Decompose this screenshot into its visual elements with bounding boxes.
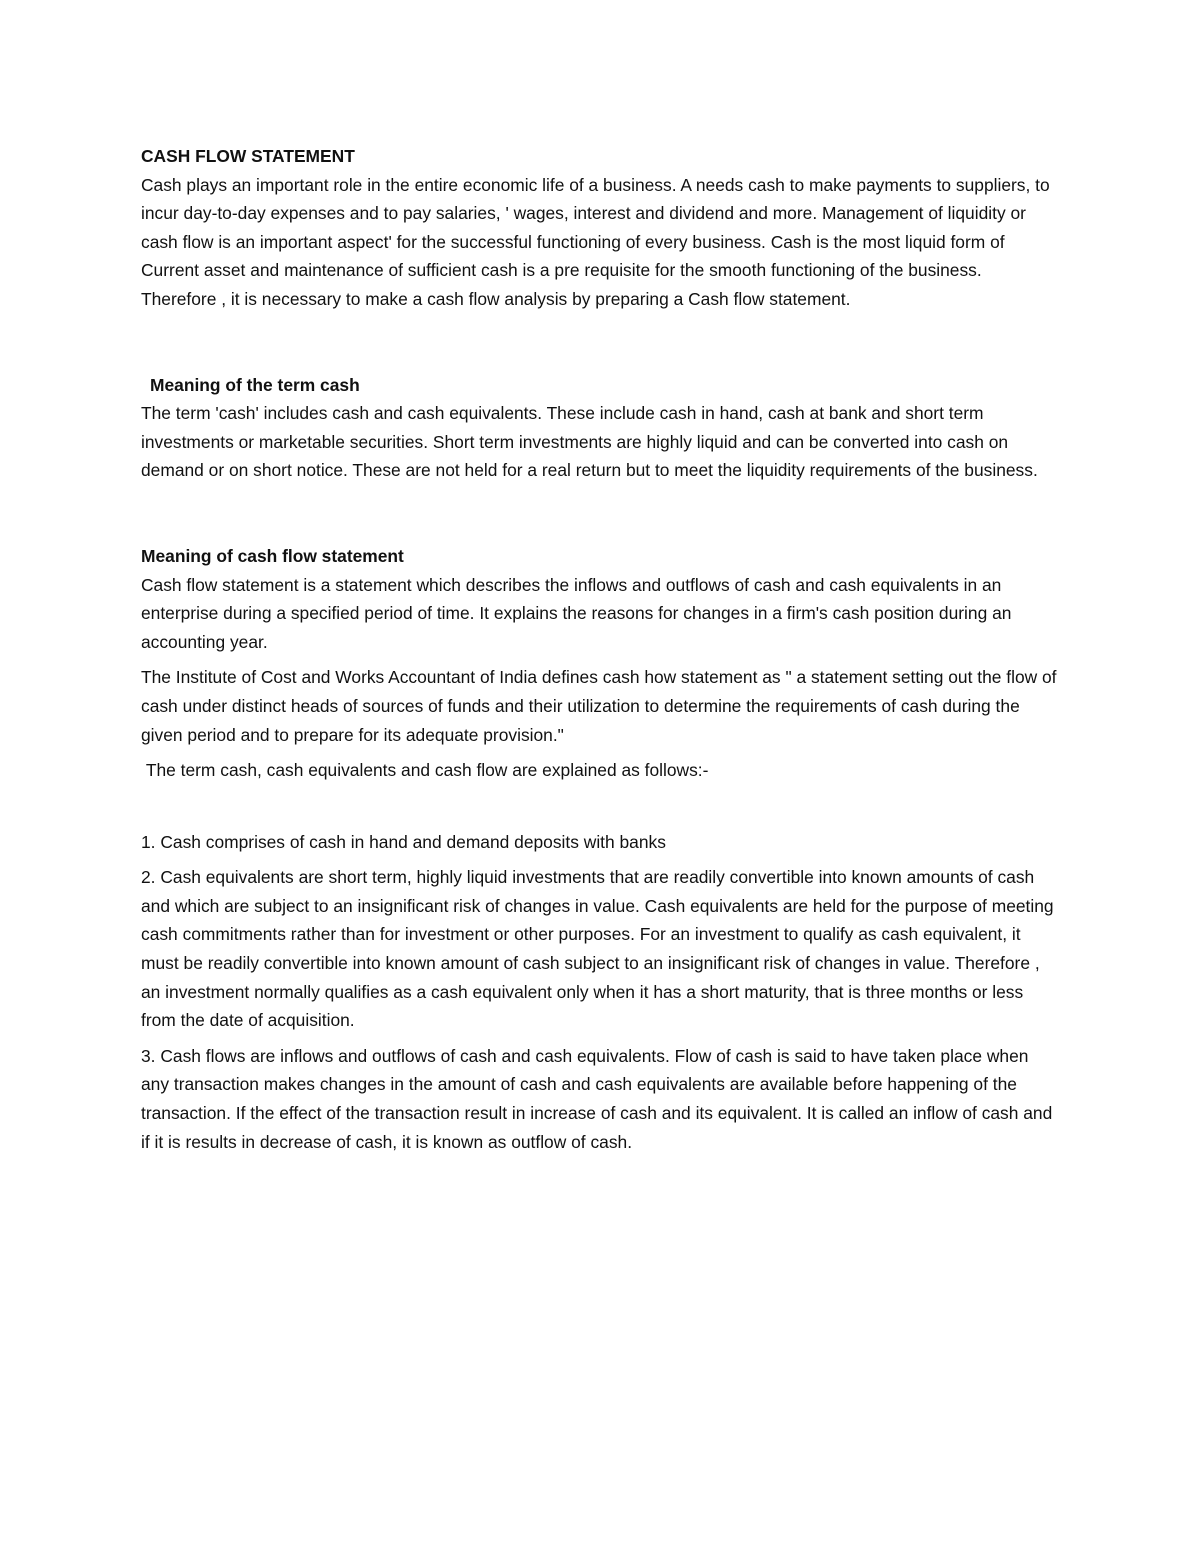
list-item: 3. Cash flows are inflows and outflows of cash and cash equivalents. Flow of cash is said to have taken place when any transaction makes changes in the amount of cash and cash equivalents are available before happening of the transaction. If the effect of the transaction result in increase of cash and its equivalent. It is called an inflow of cash and if it is results in decrease of cash, it is known as outflow of cash. xyxy=(141,1045,1053,1152)
section-body-meaning-of-cash: The term 'cash' includes cash and cash equivalents. These include cash in hand, cash at bank and short term investments or marketable securities. Short term investments are highly liquid and can be converted into cash on demand or on short notice. These are not held for a real return but to meet the liquidity requirements of the business. xyxy=(141,403,1038,481)
section-body-terms-explained: The term cash, cash equivalents and cash flow are explained as follows:- xyxy=(141,760,709,781)
document-body xyxy=(141,142,1061,1163)
document-title: CASH FLOW STATEMENT xyxy=(141,146,355,166)
intro-paragraph: Cash plays an important role in the entire economic life of a business. A needs cash to make payments to suppliers, to incur day-to-day expenses and to pay salaries, ' wages, interest and dividend and more. Management of liquidity or cash flow is an important aspect' for the successful functioning of every business. Cash is the most liquid form of Current asset and maintenance of sufficient cash is a pre requisite for the smooth functioning of the business. Therefore , it is necessary to make a cash flow analysis by preparing a Cash flow statement. xyxy=(141,174,1050,309)
section-heading-meaning-of-cash-flow-statement: Meaning of cash flow statement xyxy=(141,545,404,566)
section-heading-meaning-of-cash: Meaning of the term cash xyxy=(150,374,360,395)
spacer xyxy=(141,492,1061,542)
spacer xyxy=(141,792,1061,828)
section-body-icwa-definition: The Institute of Cost and Works Accountant of India defines cash how statement as " a statement setting out the flow of cash under distinct heads of sources of funds and their utilization to determine the requirements of cash during the given period and to prepare for its adequate provision." xyxy=(141,667,1057,745)
section-body-cash-flow-statement: Cash flow statement is a statement which describes the inflows and outflows of cash and cash equivalents in an enterprise during a specified period of time. It explains the reasons for changes in a firm's cash position during an accounting year. xyxy=(141,574,1012,652)
spacer xyxy=(141,321,1061,371)
list-item: 1. Cash comprises of cash in hand and demand deposits with banks xyxy=(141,831,666,852)
list-item: 2. Cash equivalents are short term, highly liquid investments that are readily convertible into known amounts of cash and which are subject to an insignificant risk of changes in value. Cash equivalents are held for the purpose of meeting cash commitments rather than for investment or other purposes. For an investment to qualify as cash equivalent, it must be readily convertible into known amount of cash subject to an insignificant risk of changes in value. Therefore , an investment normally qualifies as a cash equivalent only when it has a short maturity, that is three months or less from the date of acquisition. xyxy=(141,867,1054,1031)
